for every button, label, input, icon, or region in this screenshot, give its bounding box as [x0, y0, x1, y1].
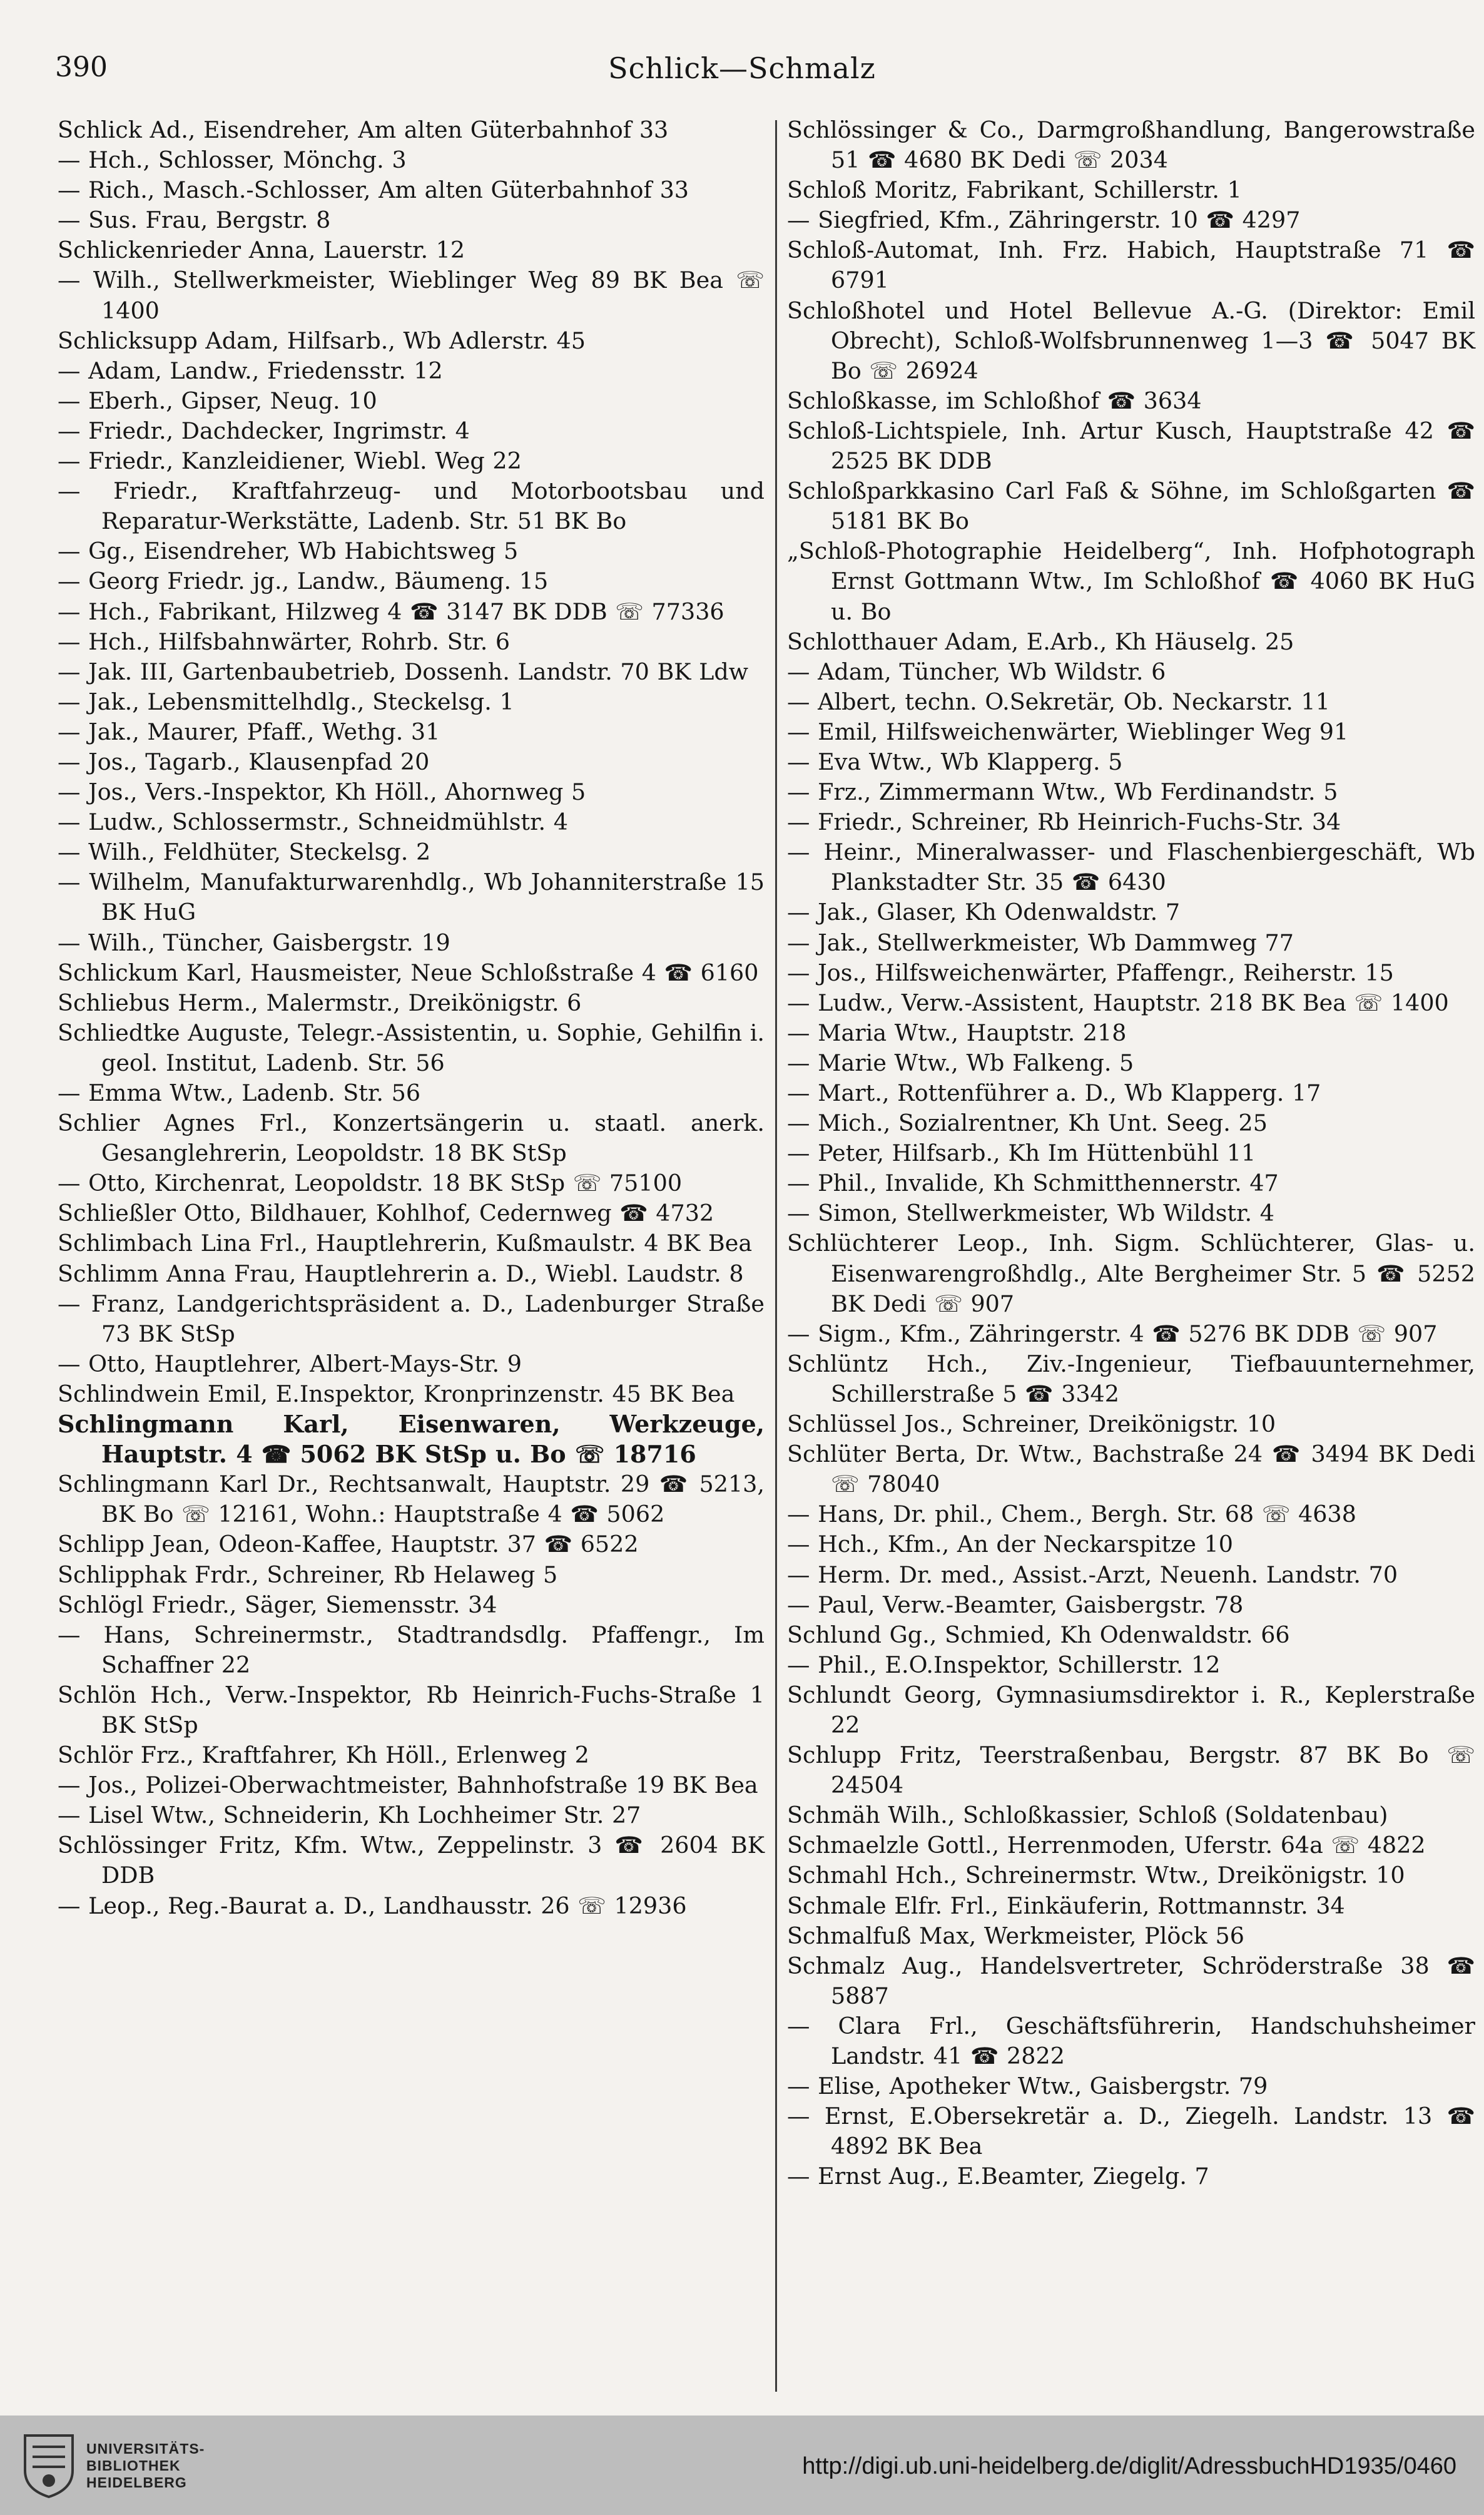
directory-entry: Schlindwein Emil, E.Inspektor, Kronprinzenstr. 45 BK Bea	[58, 1380, 735, 1407]
directory-entry: — Hans, Dr. phil., Chem., Bergh. Str. 68 ☏ 4638	[787, 1501, 1356, 1528]
directory-entry: — Ludw., Verw.-Assistent, Hauptstr. 218 BK Bea ☏ 1400	[787, 989, 1449, 1016]
directory-entry: — Mich., Sozialrentner, Kh Unt. Seeg. 25	[787, 1110, 1268, 1137]
directory-entry: — Jak., Stellwerkmeister, Wb Dammweg 77	[787, 929, 1294, 956]
directory-entry: — Georg Friedr. jg., Landw., Bäumeng. 15	[58, 568, 549, 595]
directory-entry: Schlotthauer Adam, E.Arb., Kh Häuselg. 25	[787, 628, 1294, 655]
directory-entry: Schlickum Karl, Hausmeister, Neue Schloßstraße 4 ☎ 6160	[58, 959, 759, 986]
directory-entry: Schlüssel Jos., Schreiner, Dreikönigstr. 10	[787, 1411, 1276, 1438]
directory-entry: — Heinr., Mineralwasser- und Flaschenbiergeschäft, Wb Plankstadter Str. 35 ☎ 6430	[787, 839, 1475, 896]
directory-entry: — Wilh., Feldhüter, Steckelsg. 2	[58, 839, 431, 866]
logo-line: HEIDELBERG	[86, 2474, 187, 2491]
directory-entry: — Eberh., Gipser, Neug. 10	[58, 387, 377, 414]
directory-entry: — Elise, Apotheker Wtw., Gaisbergstr. 79	[787, 2073, 1268, 2100]
directory-entry: — Jos., Polizei-Oberwachtmeister, Bahnhofstraße 19 BK Bea	[58, 1772, 758, 1799]
directory-entry: — Otto, Kirchenrat, Leopoldstr. 18 BK StSp ☏ 75100	[58, 1170, 683, 1197]
directory-entry: — Emma Wtw., Ladenb. Str. 56	[58, 1079, 421, 1106]
directory-entry: — Friedr., Kraftfahrzeug- und Motorbootsbau und Reparatur-Werkstätte, Ladenb. Str. 51 BK Bo	[58, 477, 765, 535]
directory-entry: — Ernst Aug., E.Beamter, Ziegelg. 7	[787, 2163, 1209, 2190]
directory-entry: — Hch., Hilfsbahnwärter, Rohrb. Str. 6	[58, 628, 511, 655]
directory-entry: — Jos., Hilfsweichenwärter, Pfaffengr., Reiherstr. 15	[787, 959, 1394, 986]
directory-entry: — Siegfried, Kfm., Zähringerstr. 10 ☎ 4297	[787, 207, 1301, 234]
library-footer	[0, 2416, 1484, 2515]
directory-entry: — Sigm., Kfm., Zähringerstr. 4 ☎ 5276 BK DDB ☏ 907	[787, 1320, 1438, 1347]
directory-entry: — Albert, techn. O.Sekretär, Ob. Neckarstr. 11	[787, 688, 1330, 715]
directory-entry: Schmahl Hch., Schreinermstr. Wtw., Dreikönigstr. 10	[787, 1862, 1405, 1889]
directory-entry: Schliebus Herm., Malermstr., Dreikönigstr. 6	[58, 989, 582, 1016]
right-column	[787, 115, 1475, 2191]
directory-entry: — Jak., Lebensmittelhdlg., Steckelsg. 1	[58, 688, 514, 715]
directory-entry: — Otto, Hauptlehrer, Albert-Mays-Str. 9	[58, 1350, 522, 1377]
directory-entry: — Adam, Landw., Friedensstr. 12	[58, 357, 443, 384]
directory-entry: — Simon, Stellwerkmeister, Wb Wildstr. 4	[787, 1200, 1274, 1227]
directory-entry: Schlögl Friedr., Säger, Siemensstr. 34	[58, 1591, 497, 1618]
directory-entry: Schlier Agnes Frl., Konzertsängerin u. staatl. anerk. Gesanglehrerin, Leopoldstr. 18 BK StSp	[58, 1110, 765, 1167]
directory-entry: Schloßparkkasino Carl Faß & Söhne, im Schloßgarten ☎ 5181 BK Bo	[787, 477, 1475, 535]
directory-entry: — Jak. III, Gartenbaubetrieb, Dossenh. Landstr. 70 BK Ldw	[58, 658, 748, 685]
directory-entry: — Jos., Vers.-Inspektor, Kh Höll., Ahornweg 5	[58, 778, 586, 806]
directory-entry: — Mart., Rottenführer a. D., Wb Klapperg. 17	[787, 1079, 1321, 1106]
directory-entry: — Hch., Schlosser, Mönchg. 3	[58, 146, 407, 174]
directory-entry: — Friedr., Dachdecker, Ingrimstr. 4	[58, 417, 470, 444]
directory-entry: — Wilh., Tüncher, Gaisbergstr. 19	[58, 929, 450, 956]
page-number: 390	[55, 51, 108, 83]
directory-entry: Schloß Moritz, Fabrikant, Schillerstr. 1	[787, 176, 1242, 204]
directory-entry: Schlipp Jean, Odeon-Kaffee, Hauptstr. 37 ☎ 6522	[58, 1531, 639, 1558]
directory-entry: Schlössinger Fritz, Kfm. Wtw., Zeppelinstr. 3 ☎ 2604 BK DDB	[58, 1832, 765, 1889]
directory-entry: Schlimbach Lina Frl., Hauptlehrerin, Kußmaulstr. 4 BK Bea	[58, 1230, 753, 1257]
directory-entry: — Jos., Tagarb., Klausenpfad 20	[58, 748, 430, 775]
directory-entry: — Phil., Invalide, Kh Schmitthennerstr. 47	[787, 1170, 1279, 1197]
directory-entry: Schlund Gg., Schmied, Kh Odenwaldstr. 66	[787, 1621, 1290, 1648]
directory-entry: Schloß-Lichtspiele, Inh. Artur Kusch, Hauptstraße 42 ☎ 2525 BK DDB	[787, 417, 1475, 475]
directory-entry: — Lisel Wtw., Schneiderin, Kh Lochheimer Str. 27	[58, 1802, 641, 1829]
directory-entry: Schlicksupp Adam, Hilfsarb., Wb Adlerstr. 45	[58, 327, 586, 354]
directory-entry: — Leop., Reg.-Baurat a. D., Landhausstr. 26 ☏ 12936	[58, 1892, 687, 1919]
left-column	[58, 115, 765, 1921]
directory-entry: Schlüntz Hch., Ziv.-Ingenieur, Tiefbauunternehmer, Schillerstraße 5 ☎ 3342	[787, 1350, 1475, 1407]
directory-entry: — Hch., Fabrikant, Hilzweg 4 ☎ 3147 BK DDB ☏ 77336	[58, 598, 724, 625]
directory-entry: — Rich., Masch.-Schlosser, Am alten Güterbahnhof 33	[58, 176, 689, 204]
directory-entry: Schlupp Fritz, Teerstraßenbau, Bergstr. 87 BK Bo ☏ 24504	[787, 1742, 1475, 1799]
directory-entry: — Wilhelm, Manufakturwarenhdlg., Wb Johanniterstraße 15 BK HuG	[58, 869, 765, 926]
university-library-seal-icon	[20, 2432, 78, 2499]
directory-entry: — Hch., Kfm., An der Neckarspitze 10	[787, 1531, 1233, 1558]
directory-entry: Schlössinger & Co., Darmgroßhandlung, Bangerowstraße 51 ☎ 4680 BK Dedi ☏ 2034	[787, 116, 1475, 174]
directory-entry: — Friedr., Schreiner, Rb Heinrich-Fuchs-Str. 34	[787, 809, 1341, 836]
directory-entry: — Hans, Schreinermstr., Stadtrandsdlg. Pfaffengr., Im Schaffner 22	[58, 1621, 765, 1678]
column-divider	[775, 120, 777, 2392]
directory-entry: Schlingmann Karl Dr., Rechtsanwalt, Hauptstr. 29 ☎ 5213, BK Bo ☏ 12161, Wohn.: Hauptstraße 4 ☎ 5062	[58, 1471, 765, 1528]
directory-entry: Schlipphak Frdr., Schreiner, Rb Helaweg 5	[58, 1561, 558, 1588]
directory-entry-highlighted: Schlingmann Karl, Eisenwaren, Werkzeuge, Hauptstr. 4 ☎ 5062 BK StSp u. Bo ☏ 18716	[58, 1410, 765, 1469]
directory-entry: Schliedtke Auguste, Telegr.-Assistentin, u. Sophie, Gehilfin i. geol. Institut, Ladenb. Str. 56	[58, 1019, 765, 1076]
directory-entry: — Paul, Verw.-Beamter, Gaisbergstr. 78	[787, 1591, 1244, 1618]
logo-line: BIBLIOTHEK	[86, 2457, 181, 2474]
directory-entry: Schlick Ad., Eisendreher, Am alten Güterbahnhof 33	[58, 116, 669, 143]
directory-entry: — Herm. Dr. med., Assist.-Arzt, Neuenh. Landstr. 70	[787, 1561, 1398, 1588]
directory-entry: — Clara Frl., Geschäftsführerin, Handschuhsheimer Landstr. 41 ☎ 2822	[787, 2012, 1475, 2069]
library-logo-text	[86, 2441, 205, 2491]
directory-entry: — Emil, Hilfsweichenwärter, Wieblinger Weg 91	[787, 718, 1349, 745]
source-url-link[interactable]: http://digi.ub.uni-heidelberg.de/diglit/AdressbuchHD1935/0460	[802, 2453, 1456, 2479]
directory-entry: — Ludw., Schlossermstr., Schneidmühlstr. 4	[58, 809, 568, 836]
directory-entry: Schlundt Georg, Gymnasiumsdirektor i. R., Keplerstraße 22	[787, 1681, 1475, 1738]
directory-entry: — Franz, Landgerichtspräsident a. D., Ladenburger Straße 73 BK StSp	[58, 1290, 765, 1347]
directory-entry: Schloß-Automat, Inh. Frz. Habich, Hauptstraße 71 ☎ 6791	[787, 237, 1475, 294]
directory-entry: Schlön Hch., Verw.-Inspektor, Rb Heinrich-Fuchs-Straße 1 BK StSp	[58, 1681, 765, 1738]
directory-entry: Schlüter Berta, Dr. Wtw., Bachstraße 24 ☎ 3494 BK Dedi ☏ 78040	[787, 1441, 1475, 1498]
directory-entry: — Phil., E.O.Inspektor, Schillerstr. 12	[787, 1651, 1221, 1678]
directory-entry: — Jak., Glaser, Kh Odenwaldstr. 7	[787, 899, 1181, 926]
directory-entry: Schlickenrieder Anna, Lauerstr. 12	[58, 237, 465, 264]
directory-entry: — Marie Wtw., Wb Falkeng. 5	[787, 1049, 1134, 1076]
directory-entry: — Friedr., Kanzleidiener, Wiebl. Weg 22	[58, 447, 522, 475]
directory-entry: Schmalfuß Max, Werkmeister, Plöck 56	[787, 1922, 1244, 1949]
directory-entry: — Adam, Tüncher, Wb Wildstr. 6	[787, 658, 1166, 685]
directory-entry: Schlör Frz., Kraftfahrer, Kh Höll., Erlenweg 2	[58, 1742, 589, 1769]
directory-entry: — Jak., Maurer, Pfaff., Wethg. 31	[58, 718, 440, 745]
directory-entry: — Frz., Zimmermann Wtw., Wb Ferdinandstr. 5	[787, 778, 1338, 806]
directory-entry: Schmaelzle Gottl., Herrenmoden, Uferstr. 64a ☏ 4822	[787, 1832, 1426, 1859]
directory-entry: — Ernst, E.Obersekretär a. D., Ziegelh. Landstr. 13 ☎ 4892 BK Bea	[787, 2103, 1475, 2160]
directory-entry: Schmale Elfr. Frl., Einkäuferin, Rottmannstr. 34	[787, 1892, 1345, 1919]
directory-entry: — Sus. Frau, Bergstr. 8	[58, 207, 331, 234]
directory-entry: — Peter, Hilfsarb., Kh Im Hüttenbühl 11	[787, 1140, 1256, 1167]
directory-entry: — Wilh., Stellwerkmeister, Wieblinger Weg 89 BK Bea ☏ 1400	[58, 267, 765, 324]
directory-entry: — Eva Wtw., Wb Klapperg. 5	[787, 748, 1123, 775]
directory-entry: — Maria Wtw., Hauptstr. 218	[787, 1019, 1127, 1046]
directory-entry: — Gg., Eisendreher, Wb Habichtsweg 5	[58, 538, 519, 565]
logo-line: UNIVERSITÄTS-	[86, 2441, 205, 2457]
directory-entry: „Schloß-Photographie Heidelberg“, Inh. Hofphotograph Ernst Gottmann Wtw., Im Schloßhof ☎ 4060 BK HuG u. Bo	[787, 538, 1475, 625]
directory-entry: Schmalz Aug., Handelsvertreter, Schröderstraße 38 ☎ 5887	[787, 1952, 1475, 2009]
running-head: Schlick—Schmalz	[608, 51, 876, 85]
directory-entry: Schlimm Anna Frau, Hauptlehrerin a. D., Wiebl. Laudstr. 8	[58, 1260, 744, 1287]
directory-entry: Schloßhotel und Hotel Bellevue A.-G. (Direktor: Emil Obrecht), Schloß-Wolfsbrunnenweg 1—3 ☎ 5047 BK Bo ☏ 26924	[787, 297, 1475, 384]
directory-entry: Schmäh Wilh., Schloßkassier, Schloß (Soldatenbau)	[787, 1802, 1388, 1829]
directory-entry: Schlüchterer Leop., Inh. Sigm. Schlüchterer, Glas- u. Eisenwarengroßhdlg., Alte Bergheimer Str. 5 ☎ 5252 BK Dedi ☏ 907	[787, 1230, 1475, 1317]
directory-entry: Schließler Otto, Bildhauer, Kohlhof, Cedernweg ☎ 4732	[58, 1200, 714, 1227]
directory-entry: Schloßkasse, im Schloßhof ☎ 3634	[787, 387, 1202, 414]
